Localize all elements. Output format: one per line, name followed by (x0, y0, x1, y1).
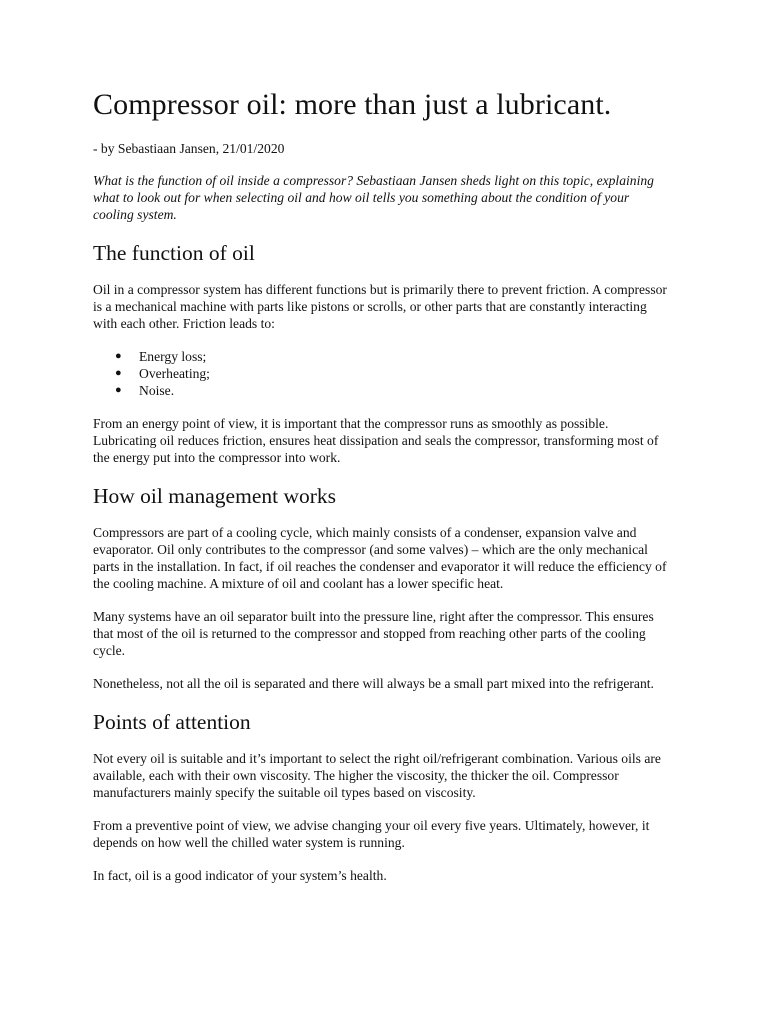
paragraph: In fact, oil is a good indicator of your system’s health. (93, 868, 387, 883)
intro-paragraph: What is the function of oil inside a compressor? Sebastiaan Jansen sheds light on this topic, explaining what to look out for when selecting oil and how oil tells you something about the condition of your cooling system. (93, 173, 654, 222)
section-heading: The function of oil (93, 241, 255, 265)
paragraph: Many systems have an oil separator built into the pressure line, right after the compressor. This ensures that most of the oil is returned to the compressor and stopped from reaching other parts of the cooling cycle. (93, 609, 654, 658)
bullet-icon: ● (115, 384, 122, 396)
list-item: ● Noise. (115, 383, 175, 398)
bullet-icon: ● (115, 350, 122, 362)
article (93, 86, 673, 900)
paragraph: From an energy point of view, it is important that the compressor runs as smoothly as possible. Lubricating oil reduces friction, ensures heat dissipation and seals the compressor, transforming most of the energy put into the compressor into work. (93, 416, 659, 465)
section-heading: Points of attention (93, 710, 251, 734)
paragraph: Nonetheless, not all the oil is separated and there will always be a small part mixed into the refrigerant. (93, 676, 654, 691)
list-item: ● Energy loss; (115, 349, 207, 364)
paragraph: From a preventive point of view, we advise changing your oil every five years. Ultimately, however, it depends on how well the chilled water system is running. (93, 818, 650, 850)
list-item: ● Overheating; (115, 366, 210, 381)
section-points-of-attention (93, 708, 673, 884)
paragraph: Oil in a compressor system has different functions but is primarily there to prevent friction. A compressor is a mechanical machine with parts like pistons or scrolls, or other parts that are constantly interacting with each other. Friction leads to: (93, 282, 667, 331)
section-heading: How oil management works (93, 484, 337, 508)
section-function-of-oil (93, 239, 673, 466)
paragraph: Not every oil is suitable and it’s important to select the right oil/refrigerant combination. Various oils are available, each with their own viscosity. The higher the viscosity, the thicker the oil. Compressor manufacturers mainly specify the suitable oil types based on viscosity. (93, 751, 661, 800)
paragraph: Compressors are part of a cooling cycle, which mainly consists of a condenser, expansion valve and evaporator. Oil only contributes to the compressor (and some valves) – which are the only mechanical parts in the installation. In fact, if oil reaches the condenser and evaporator it will reduce the efficiency of the cooling machine. A mixture of oil and coolant has a lower specific heat. (93, 525, 667, 591)
friction-effects-list (93, 348, 673, 399)
byline: - by Sebastiaan Jansen, 21/01/2020 (93, 141, 285, 156)
section-oil-management (93, 482, 673, 692)
bullet-icon: ● (115, 367, 122, 379)
page-title: Compressor oil: more than just a lubricant. (93, 88, 612, 121)
